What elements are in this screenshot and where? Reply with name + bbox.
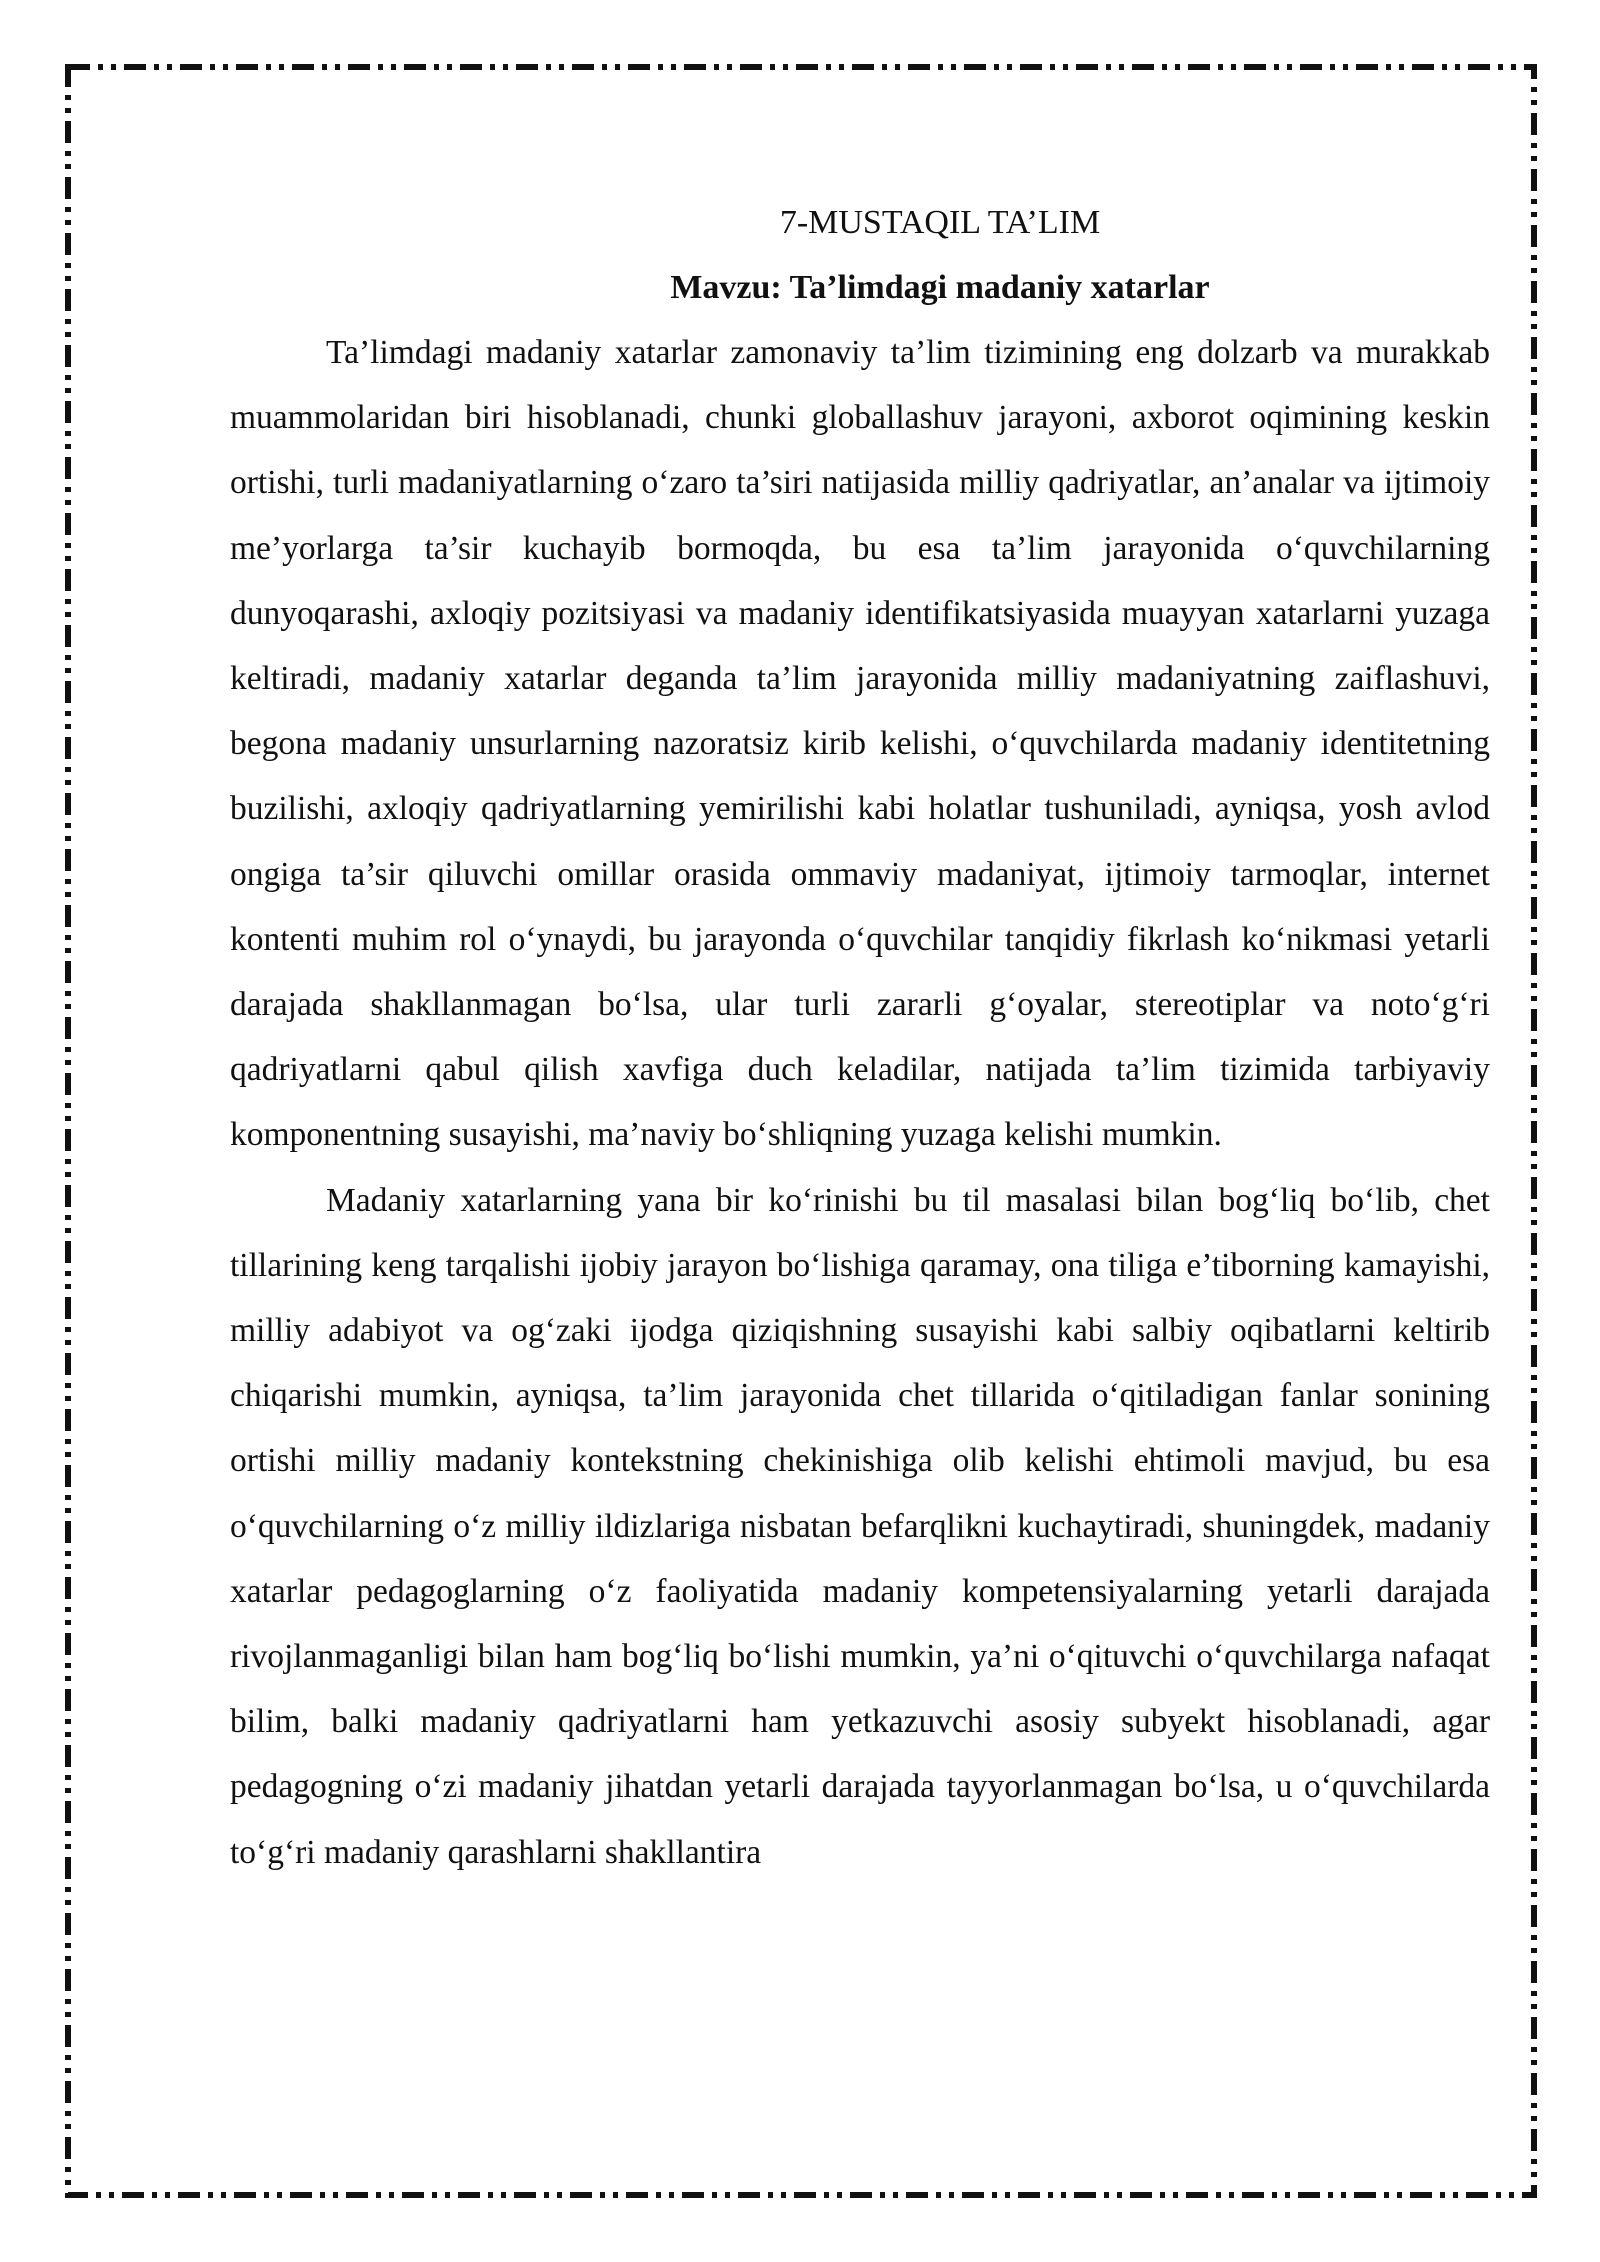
document-body — [230, 190, 1490, 1885]
paragraph-1: Ta’limdagi madaniy xatarlar zamonaviy ta’lim tizimining eng dolzarb va murakkab muammolaridan biri hisoblanadi, chunki globallashuv jarayoni, axborot oqimining keskin ortishi, turli madaniyatlarning o‘zaro ta’siri natijasida milliy qadriyatlar, an’analar va ijtimoiy me’yorlarga ta’sir kuchayib bormoqda, bu esa ta’lim jarayonida o‘quvchilarning dunyoqarashi, axloqiy pozitsiyasi va madaniy identifikatsiyasida muayyan xatarlarni yuzaga keltiradi, madaniy xatarlar deganda ta’lim jarayonida milliy madaniyatning zaiflashuvi, begona madaniy unsurlarning nazoratsiz kirib kelishi, o‘quvchilarda madaniy identitetning buzilishi, axloqiy qadriyatlarning yemirilishi kabi holatlar tushuniladi, ayniqsa, yosh avlod ongiga ta’sir qiluvchi omillar orasida ommaviy madaniyat, ijtimoiy tarmoqlar, internet kontenti muhim rol o‘ynaydi, bu jarayonda o‘quvchilar tanqidiy fikrlash ko‘nikmasi yetarli darajada shakllanmagan bo‘lsa, ular turli zararli g‘oyalar, stereotiplar va noto‘g‘ri qadriyatlarni qabul qilish xavfiga duch keladilar, natijada ta’lim tizimida tarbiyaviy komponentning susayishi, ma’naviy bo‘shliqning yuzaga kelishi mumkin. — [230, 334, 1490, 1154]
document-subject: Mavzu: Ta’limdagi madaniy xatarlar — [670, 269, 1210, 306]
document-heading: 7-MUSTAQIL TA’LIM — [779, 204, 1101, 241]
paragraph-2: Madaniy xatarlarning yana bir ko‘rinishi bu til masalasi bilan bog‘liq bo‘lib, chet tillarining keng tarqalishi ijobiy jarayon bo‘lishiga qaramay, ona tiliga e’tiborning kamayishi, milliy adabiyot va og‘zaki ijodga qiziqishning susayishi kabi salbiy oqibatlarni keltirib chiqarishi mumkin, ayniqsa, ta’lim jarayonida chet tillarida o‘qitiladigan fanlar sonining ortishi milliy madaniy kontekstning chekinishiga olib kelishi ehtimoli mavjud, bu esa o‘quvchilarning o‘z milliy ildizlariga nisbatan befarqlikni kuchaytiradi, shuningdek, madaniy xatarlar pedagoglarning o‘z faoliyatida madaniy kompetensiyalarning yetarli darajada rivojlanmaganligi bilan ham bog‘liq bo‘lishi mumkin, ya’ni o‘qituvchi o‘quvchilarga nafaqat bilim, balki madaniy qadriyatlarni ham yetkazuvchi asosiy subyekt hisoblanadi, agar pedagogning o‘zi madaniy jihatdan yetarli darajada tayyorlanmagan bo‘lsa, u o‘quvchilarda to‘g‘ri madaniy qarashlarni shakllantira — [230, 1181, 1490, 1871]
